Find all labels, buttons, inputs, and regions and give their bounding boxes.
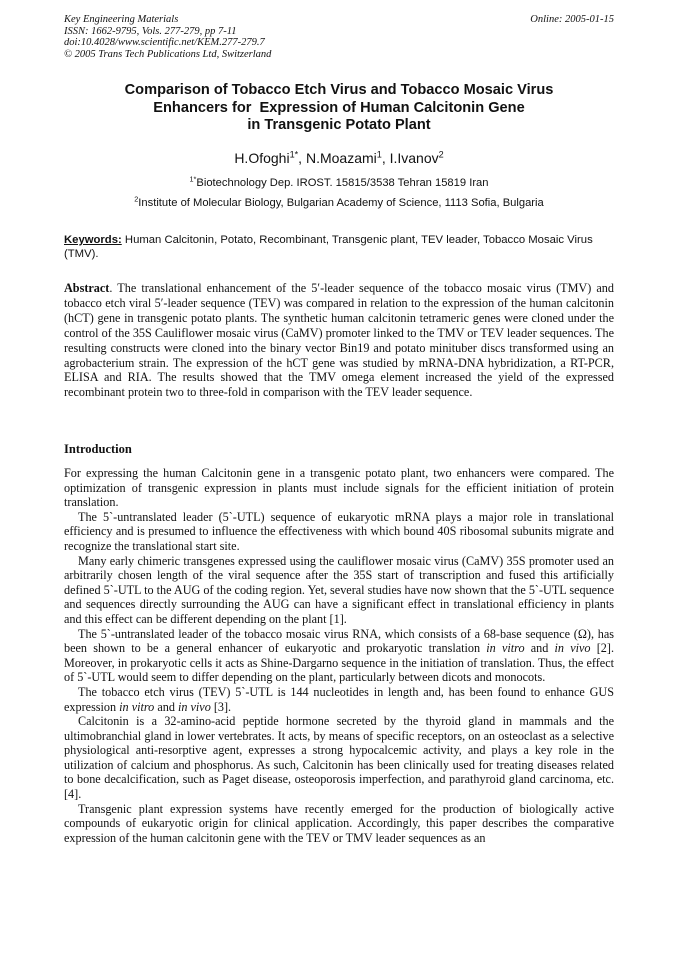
paragraph: Many early chimeric transgenes expressed using the cauliflower mosaic virus (CaMV) 35S promoter used an arbitrarily chosen length of the viral sequence after the 35S start of transcription and fused this artificially defined 5`-UTL to the AUG of the coding region. Yet, several studies have now shown that the 5`-UTL sequence and sequences directly surrounding the AUG can have a significant effect in translational efficiency in plants and this effect can be different depending on the plant [1]. — [64, 553, 614, 626]
paragraph-text: The tobacco etch virus (TEV) 5`-UTL is 144 nucleotides in length and, has been found to enhance GUS expression — [64, 684, 614, 714]
author-affiliation-mark: 2 — [438, 149, 444, 160]
journal-copyright: © 2005 Trans Tech Publications Ltd, Switzerland — [64, 48, 272, 60]
author-name: I.Ivanov — [389, 150, 439, 166]
affiliation-text: Biotechnology Dep. IROST. 15815/3538 Tehran 15819 Iran — [196, 177, 489, 189]
paragraph: The 5`-untranslated leader (5`-UTL) sequence of eukaryotic mRNA plays a major role in translational efficiency and is presumed to influence the effectiveness with which bound 40S ribosomal subunits migrate and recognize the translational start site. — [64, 509, 614, 553]
section-heading-introduction: Introduction — [64, 442, 132, 456]
paragraph: Transgenic plant expression systems have recently emerged for the production of biologically active compounds of eukaryotic origin for clinical application. Accordingly, this paper describes the comparative expression of the human calcitonin gene with the TEV or TMV leader sequences as an — [64, 801, 614, 845]
paragraph-text: [2]. Moreover, in prokaryotic cells it acts as Shine-Dargarno sequence in the initiation of translation. Thus, the effect of 5`-UTL would seem to differ depending on the plant, particularly between dicots and monocots. — [64, 641, 614, 685]
keywords — [64, 233, 614, 261]
author-name: N.Moazami — [305, 150, 377, 166]
paragraph — [64, 627, 614, 685]
keywords-label: Keywords: — [64, 234, 122, 246]
online-date: Online: 2005-01-15 — [530, 14, 614, 25]
author-affiliation-mark: 1* — [289, 149, 299, 160]
italic-term: in vivo — [177, 699, 211, 714]
paragraph: For expressing the human Calcitonin gene in a transgenic potato plant, two enhancers were compared. The optimization of transgenic expression in plants must include signals for the efficient initiation of protein translation. — [64, 466, 614, 510]
affiliation-text: Institute of Molecular Biology, Bulgarian Academy of Science, 1113 Sofia, Bulgaria — [138, 197, 544, 209]
introduction-body — [64, 466, 614, 845]
paragraph-text: and — [524, 641, 555, 656]
author-separator: , — [381, 150, 390, 166]
journal-doi: doi:10.4028/www.scientific.net/KEM.277-279.7 — [64, 37, 265, 48]
journal-issn: ISSN: 1662-9795, Vols. 277-279, pp 7-11 — [64, 25, 237, 37]
paragraph-text: and — [154, 699, 178, 714]
author-separator: , — [298, 150, 306, 166]
abstract-text: . The translational enhancement of the 5′-leader sequence of the tobacco mosaic virus (TMV) and tobacco etch viral 5′-leader sequence (TEV) was compared in relation to the expression of the human calcitonin (hCT) gene in transgenic potato plants. The synthetic human calcitonin tetrameric genes were cloned under the control of the 35S Cauliflower mosaic virus (CaMV) promoter linked to the TMV or TEV leader sequences. The resulting constructs were cloned into the binary vector Bin19 and potato minituber discs transformed using an agrobacterium strain. The expression of the hCT gene was studied by mRNA-DNA hybridization, a RT-PCR, ELISA and RIA. The results showed that the TMV omega element increased the yield of the expressed recombinant protein two to three-fold in comparison with the TEV leader sequence. — [64, 281, 614, 400]
affiliation-1 — [64, 174, 614, 189]
author-name: H.Ofoghi — [234, 150, 290, 166]
author-list — [64, 150, 614, 166]
paragraph-text: The 5`-untranslated leader of the tobacco mosaic virus RNA, which consists of a 68-base sequence (Ω), has been shown to be a general enhancer of eukaryotic and prokaryotic translation — [64, 626, 614, 656]
journal-name: Key Engineering Materials — [64, 14, 179, 25]
affiliation-mark: 2 — [134, 194, 139, 204]
affiliation-2 — [64, 194, 614, 209]
keywords-text: Human Calcitonin, Potato, Recombinant, Transgenic plant, TEV leader, Tobacco Mosaic Virus (TMV). — [64, 234, 596, 260]
title-line-3: in Transgenic Potato Plant — [247, 117, 431, 133]
author-affiliation-mark: 1 — [376, 149, 382, 160]
abstract — [64, 281, 614, 400]
italic-term: in vivo — [554, 641, 591, 656]
title-line-1: Comparison of Tobacco Etch Virus and Tobacco Mosaic Virus — [124, 82, 554, 98]
paragraph-text: [3]. — [210, 699, 232, 714]
paragraph — [64, 685, 614, 714]
journal-header — [64, 14, 271, 60]
affiliation-mark: 1* — [189, 174, 197, 184]
abstract-label: Abstract — [64, 281, 110, 295]
title-line-2: Enhancers for Expression of Human Calcitonin Gene — [153, 99, 525, 116]
paper-title — [64, 82, 614, 135]
italic-term: in vitro — [486, 641, 525, 656]
paragraph: Calcitonin is a 32-amino-acid peptide hormone secreted by the thyroid gland in mammals and the ultimobranchial gland in lower vertebrates. It acts, by means of specific receptors, on an osteoclast as a selective physiological anti-resorptive agent, expresses a strong hypocalcemic activity, and plays a key role in the utilization of calcium and phosphorus. As such, Calcitonin has been clinically used for treating diseases related to bone decalcification, such as Paget disease, osteoporosis imperfection, and parathyroid gland carcinoma, etc. [4]. — [64, 714, 614, 802]
italic-term: in vitro — [119, 699, 155, 714]
